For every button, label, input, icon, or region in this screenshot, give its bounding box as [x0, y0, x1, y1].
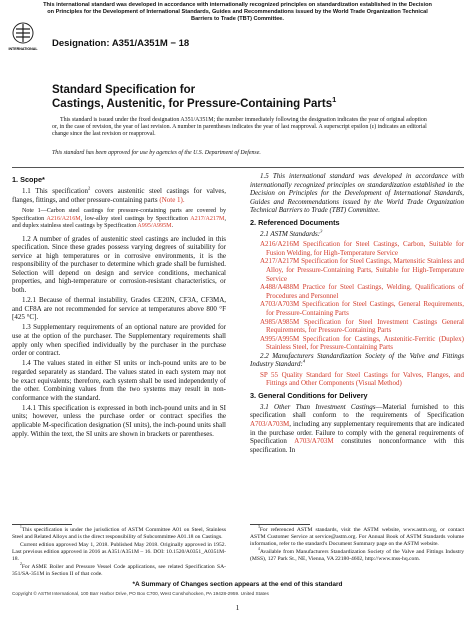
reference-link[interactable]: A995/A995M Specification for Castings, Austenitic-Ferritic (Duplex) Stainless Steel, for Pressure-Containing Parts	[260, 334, 465, 352]
reference-item-sp55	[250, 371, 464, 388]
header-divider	[12, 167, 464, 168]
para-1-4: 1.4 The values stated in either SI units or inch-pound units are to be regarded separately as standard. The values stated in each system may not be exact equivalents; therefore, each system shall be used independently of the other. Combining values from the two systems may result in non-conformance with the standard.	[12, 359, 226, 402]
ref-link-a216[interactable]: A216/A216M	[46, 215, 81, 222]
footnote-1-edition: Current edition approved May 1, 2018. Published May 2018. Originally approved in 1952. Last previous edition approved in 2016 as A351/A351M – 16. DOI: 10.1520/A0351_A0351M-18.	[12, 542, 226, 562]
reference-link[interactable]: A703/A703M Specification for Steel Castings, General Requirements, for Pressure-Containing Parts	[260, 300, 464, 317]
page-number: 1	[235, 603, 240, 612]
section-1-heading: 1. Scope*	[12, 175, 45, 184]
title-line-2: Castings, Austenitic, for Pressure-Containing Parts$^1$	[52, 95, 337, 110]
reference-link[interactable]: A488/A488M Practice for Steel Castings, Welding, Qualifications of Procedures and Personnel	[260, 283, 465, 300]
reference-item	[250, 283, 464, 300]
document-title	[52, 83, 432, 111]
left-column	[12, 172, 226, 440]
fixed-designation-notice: This standard is issued under the fixed designation A351/A351M; the number immediately following the designation indicates the year of original adoption or, in the case of revision, the year of last revision. A number in parentheses indicates the year of last reapproval. A superscript epsilon (ε) indicates an editorial change since the last revision or reapproval.	[52, 117, 427, 138]
reference-item	[250, 240, 464, 257]
footnote-1: $^1$This specification is under the jurisdiction of ASTM Committee A01 on Steel, Stainless Steel and Related Alloys and is the direct responsibility of Subcommittee A01.18 on Castings.	[12, 525, 226, 540]
reference-link[interactable]: A985/A985M Specification for Steel Investment Castings General Requirements, for Pressure-Containing Parts	[260, 317, 465, 335]
designation: Designation: A351/A351M − 18	[52, 38, 190, 49]
astm-reference-list	[250, 240, 464, 352]
title-footnote-mark: 1	[332, 95, 337, 105]
para-2-2: 2.2 Manufacturers Standardization Society of the Valve and Fittings Industry Standard:$^4$	[250, 351, 464, 369]
para-1-1: 1.1 This specification$^2$ covers austenitic steel castings for valves, flanges, fittings, and other pressure-containing parts (Note 1).	[12, 185, 226, 204]
tbt-notice: This international standard was developed in accordance with internationally recognized principles on standardization established in the Decision on Principles for the Development of International Standards, Guides and Recommendations issued by the World Trade Organization Technical Barriers to Trade (TBT) Committee.	[43, 2, 432, 22]
reference-item	[250, 257, 464, 283]
footnote-2: $^2$For ASME Boiler and Pressure Vessel Code applications, see related Specification SA-351/SA-351M in Section II of that code.	[12, 562, 226, 577]
footnotes-left	[12, 527, 226, 579]
ref-link-sp55[interactable]: SP 55 Quality Standard for Steel Castings for Valves, Flanges, and Fittings and Other Components (Visual Method)	[260, 370, 465, 388]
copyright-line: Copyright © ASTM International, 100 Barr Harbor Drive, PO Box C700, West Conshohocken, PA 19428-2959. United States	[12, 591, 269, 596]
reference-item	[250, 318, 464, 335]
note-1-link[interactable]: (Note 1).	[159, 195, 185, 204]
footnote-4: $^4$Available from Manufacturers Standardization Society of the Valve and Fittings Industry (MSS), 127 Park St., NE, Vienna, VA 22180-4602, http://www.mss-hq.com.	[250, 547, 464, 562]
note-1: Note 1—Carbon steel castings for pressure-containing parts are covered by Specification A216/A216M, low-alloy steel castings by Specification A217/A217M, and duplex stainless steel castings by Specification A995/A995M.	[12, 208, 226, 230]
ref-link-a217[interactable]: A217/A217M	[190, 215, 225, 222]
right-column	[250, 172, 464, 456]
para-3-1: 3.1 Other Than Investment Castings—Material furnished to this specification shall conform to the requirements of Specification A703/A703M, including any supplementary requirements that are indicated in the purchase order. Failure to comply with the general requirements of Specification A703/A703M constitutes nonconformance with this specification. In	[250, 402, 464, 454]
para-1-2-1: 1.2.1 Because of thermal instability, Grades CE20N, CF3A, CF3MA, and CF8A are not recommended for service at temperatures above 800 °F [425 °C].	[12, 296, 226, 322]
para-1-2: 1.2 A number of grades of austenitic steel castings are included in this specification. Since these grades possess varying degrees of suitability for service at high temperatures or in corrosive environments, it is the responsibility of the purchaser to determine which grade shall be furnished. Selection will depend on design and service conditions, mechanical properties, and high-temperature or corrosion-resistant characteristics, or both.	[12, 234, 226, 295]
section-3-heading: 3. General Conditions for Delivery	[250, 390, 368, 400]
reference-item	[250, 335, 464, 352]
title-line-1: Standard Specification for	[52, 84, 196, 96]
para-1-5: 1.5 This international standard was developed in accordance with internationally recognized principles on standardization established in the Decision on Principles for the Development of International Standards, Guides and Recommendations issued by the World Trade Organization Technical Barriers to Trade (TBT) Committee.	[250, 172, 464, 215]
reference-item	[250, 300, 464, 317]
svg-text:INTERNATIONAL: INTERNATIONAL	[8, 47, 38, 51]
reference-link[interactable]: A216/A216M Specification for Steel Castings, Carbon, Suitable for Fusion Welding, for High-Temperature Service	[260, 240, 465, 257]
section-2-heading: 2. Referenced Documents	[250, 217, 340, 227]
ref-link-a703-2[interactable]: A703/A703M	[294, 437, 334, 446]
para-2-1: 2.1 ASTM Standards:$^3$	[260, 228, 323, 239]
dod-approval-notice: This standard has been approved for use by agencies of the U.S. Department of Defense.	[52, 150, 261, 156]
reference-link[interactable]: A217/A217M Specification for Steel Castings, Martensitic Stainless and Alloy, for Pressure-Containing Parts, Suitable for High-Temperature Service	[260, 257, 464, 283]
astm-logo	[10, 22, 36, 52]
para-1-4-1: 1.4.1 This specification is expressed in both inch-pound units and in SI units; however, unless the purchase order or contract specifies the applicable M-specification designation (SI units), the inch-pound units shall apply. Within the text, the SI units are shown in brackets or parentheses.	[12, 403, 226, 438]
ref-link-a995[interactable]: A995/A995M	[137, 223, 172, 230]
footnote-3: $^3$For referenced ASTM standards, visit the ASTM website, www.astm.org, or contact ASTM Customer Service at service@astm.org. For Annual Book of ASTM Standards volume information, refer to the standard's Document Summary page on the ASTM website.	[250, 525, 464, 547]
ref-link-a703-1[interactable]: A703/A703M	[250, 420, 290, 429]
summary-of-changes-note: *A Summary of Changes section appears at the end of this standard	[132, 581, 343, 588]
para-1-3: 1.3 Supplementary requirements of an optional nature are provided for use at the option of the purchaser. The Supplementary requirements shall apply only when specified individually by the purchaser in the purchase order or contract.	[12, 323, 226, 358]
footnotes-right	[250, 527, 464, 564]
